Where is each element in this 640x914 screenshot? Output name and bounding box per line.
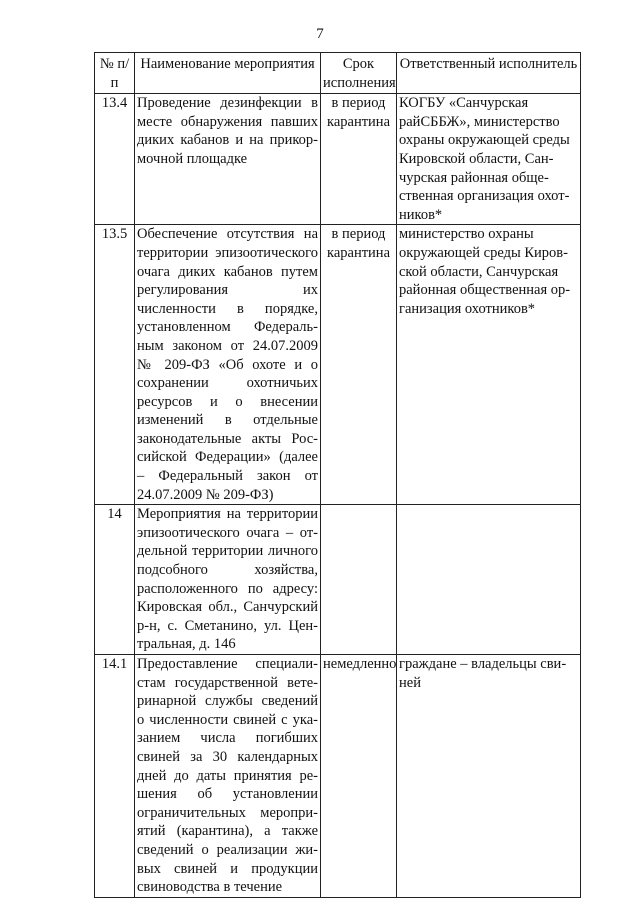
table-row [95,505,581,655]
row-name: Предоставление специалистам государственной ветеринарной службы сведений о численности свиней с указанием числа погибших свиней за 30 календарных дней до даты принятия решения об установлении ограничительных мероприятий (карантина), а также сведений о реализации живых свиней и продукции свиноводства в течение [135,655,321,898]
row-resp: министерство охраны окружающей среды Кировской области, Санчурская районная общественная организация охотников* [397,225,581,505]
measures-table [94,52,581,898]
row-num: 14 [95,505,135,655]
row-name: Мероприятия на территории эпизоотического очага – отдельной территории личного подсобного хозяйства, расположенного по адресу: Кировская обл., Санчурский р-н, с. Сметанино, ул. Центральная, д. 146 [135,505,321,655]
header-resp: Ответственный исполнитель [397,53,581,94]
page-number: 7 [316,26,324,42]
table-row [95,655,581,898]
row-term [321,505,397,655]
row-resp [397,505,581,655]
row-num: 13.4 [95,94,135,225]
header-term: Срок исполнения [321,53,397,94]
row-term: в период карантина [321,94,397,225]
row-num: 14.1 [95,655,135,898]
header-num: № п/п [95,53,135,94]
row-name: Проведение дезинфекции в месте обнаружения павших диких кабанов и на прикормочной площадке [135,94,321,225]
row-name: Обеспечение отсутствия на территории эпизоотического очага диких кабанов путем регулирования их численности в порядке, установленном Федеральным законом от 24.07.2009 № 209-ФЗ «Об охоте и о сохранении охотничьих ресурсов и о внесении изменений в отдельные законодательные акты Российской Федерации» (далее – Федеральный закон от 24.07.2009 № 209-ФЗ) [135,225,321,505]
table-row [95,94,581,225]
table-header-row [95,53,581,94]
row-resp: граждане – владельцы свиней [397,655,581,898]
row-term: в период карантина [321,225,397,505]
table-row [95,225,581,505]
header-name: Наименование мероприятия [135,53,321,94]
row-num: 13.5 [95,225,135,505]
row-term: немедленно [321,655,397,898]
row-resp: КОГБУ «Санчурская райСББЖ», министерство охраны окружающей среды Кировской области, Санчурская районная общественная организация охотников* [397,94,581,225]
